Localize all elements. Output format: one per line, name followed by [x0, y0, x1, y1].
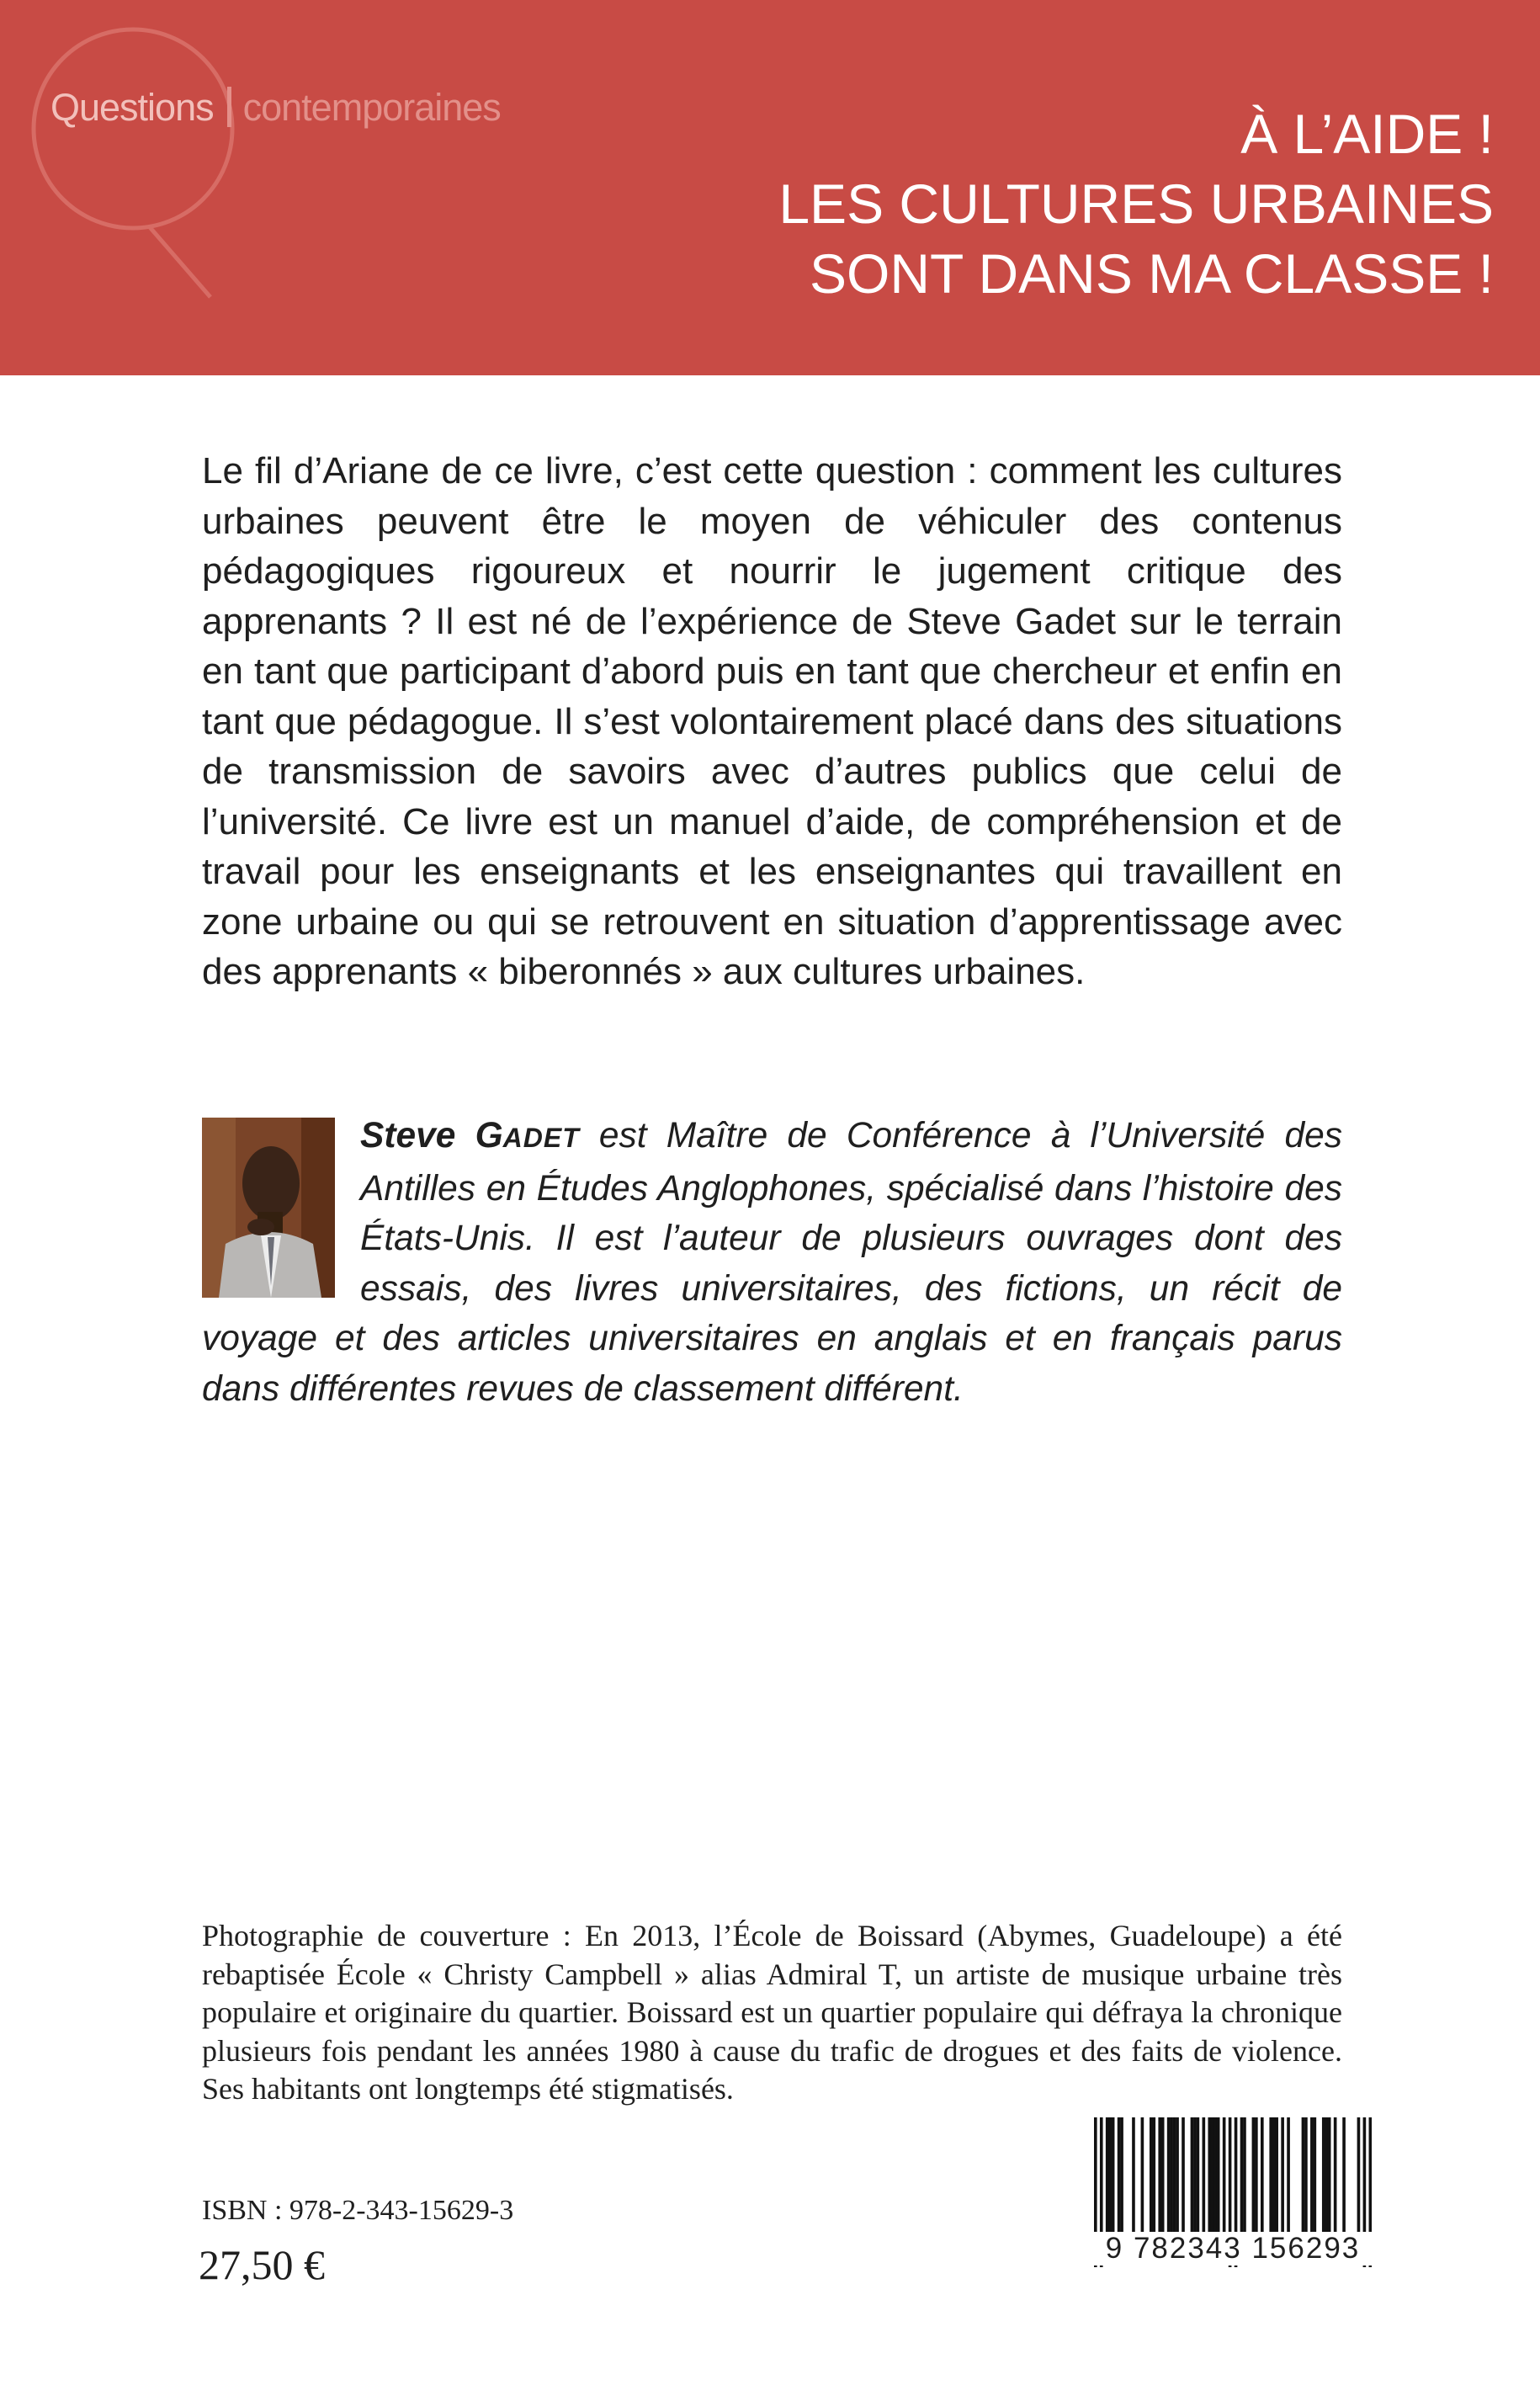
barcode-bar: [1158, 2117, 1161, 2235]
photo-space: [202, 1111, 360, 1304]
barcode-bar: [1269, 2117, 1272, 2235]
series-word-2: contemporaines: [242, 86, 501, 129]
barcode-bar: [1132, 2117, 1135, 2235]
barcode-bar: [1203, 2117, 1206, 2235]
isbn: ISBN : 978-2-343-15629-3: [202, 2195, 514, 2226]
barcode-bar: [1328, 2117, 1331, 2235]
barcode-bar: [1304, 2117, 1308, 2235]
author-bio-text: est Maître de Conférence à l’Université des Antilles en Études Anglophones, spécialisé dans l’histoire des États-Unis. Il est l’auteur de plusieurs ouvrages dont des essais, des livres universitaires, des fictions, un récit de voyage et des articles universitaires en anglais et en français parus dans différentes revues de classement différent.: [202, 1116, 1343, 1409]
series-q-logo-icon: [24, 7, 251, 301]
barcode-bar: [1120, 2117, 1123, 2235]
book-blurb: Le fil d’Ariane de ce livre, c’est cette question : comment les cultures urbaines peuvent être le moyen de véhiculer des contenus pédagogiques rigoureux et nourrir le jugement critique des apprenants ? Il est né de l’expérience de Steve Gadet sur le terrain en tant que participant d’abord puis en tant que chercheur et enfin en tant que pédagogue. Il s’est volontairement placé dans des situations de transmission de savoirs avec d’autres publics que celui de l’université. Ce livre est un manuel d’aide, de compréhension et de travail pour les enseignants et les enseignantes qui travaillent en zone urbaine ou qui se retrouvent en situation d’apprentissage avec des apprenants « biberonnés » aux cultures urbaines.: [202, 450, 1342, 992]
barcode-bar: [1150, 2117, 1153, 2235]
barcode-bar: [1325, 2117, 1328, 2235]
barcode-bar: [1342, 2117, 1346, 2235]
barcode-bar: [1302, 2117, 1305, 2235]
title-line: LES CULTURES URBAINES: [778, 173, 1494, 235]
barcode-bar: [1261, 2117, 1264, 2235]
barcode-bar: [1240, 2117, 1244, 2235]
barcode-bar: [1161, 2117, 1165, 2235]
series-name: [50, 86, 501, 130]
barcode-bar: [1197, 2117, 1200, 2235]
barcode-bar: [1252, 2117, 1256, 2235]
barcode-bar: [1118, 2117, 1121, 2235]
barcode-digits: 9 782343 156293: [1094, 2232, 1372, 2265]
barcode-bar: [1314, 2117, 1317, 2235]
barcode-bar: [1281, 2117, 1284, 2235]
barcode-bar: [1108, 2117, 1112, 2235]
barcode-bar: [1334, 2117, 1337, 2235]
series-word-1: Questions: [50, 86, 214, 129]
barcode-bar: [1112, 2117, 1115, 2235]
barcode-bar: [1211, 2117, 1214, 2235]
barcode-bar: [1322, 2117, 1325, 2235]
barcode-bar: [1243, 2117, 1246, 2235]
title-line: À L’AIDE !: [1240, 103, 1494, 165]
barcode-bar: [1255, 2117, 1258, 2235]
barcode-bar: [1141, 2117, 1144, 2235]
cover-photo-credit: Photographie de couverture : En 2013, l’École de Boissard (Abymes, Guadeloupe) a été rebaptisée École « Christy Campbell » alias Admiral T, un artiste de musique urbaine très populaire et originaire du quartier. Boissard est un quartier populaire qui défraya la chronique plusieurs fois pendant les années 1980 à cause du trafic de drogues et des faits de violence. Ses habitants ont longtemps été stigmatisés.: [202, 1919, 1342, 2106]
header-band: [0, 0, 1540, 375]
author-name: [360, 1116, 580, 1155]
barcode-bar: [1173, 2117, 1176, 2235]
barcode-bar: [1213, 2117, 1217, 2235]
barcode-bar: [1170, 2117, 1173, 2235]
barcode-bar: [1193, 2117, 1197, 2235]
book-title: [778, 99, 1494, 309]
barcode-bar: [1357, 2117, 1361, 2235]
barcode-bar: [1152, 2117, 1155, 2235]
author-last-name-initial: G: [475, 1116, 503, 1155]
barcode-bar: [1182, 2117, 1185, 2235]
barcode-bar: [1191, 2117, 1194, 2235]
author-first-name: Steve: [360, 1116, 456, 1155]
price: 27,50 €: [199, 2241, 325, 2288]
title-line: SONT DANS MA CLASSE !: [809, 242, 1494, 305]
author-last-name-rest: ADET: [502, 1123, 580, 1153]
barcode-bar: [1208, 2117, 1211, 2235]
barcode-bar: [1106, 2117, 1109, 2235]
barcode-bar: [1272, 2117, 1276, 2235]
barcode-bar: [1275, 2117, 1278, 2235]
barcode-bar: [1223, 2117, 1226, 2235]
barcode-bar: [1176, 2117, 1179, 2235]
barcode-bar: [1310, 2117, 1314, 2235]
author-bio: [202, 1111, 1342, 1414]
barcode-bar: [1167, 2117, 1171, 2235]
series-divider: [227, 87, 231, 127]
barcode-bar: [1287, 2117, 1290, 2235]
barcode-bar: [1217, 2117, 1220, 2235]
